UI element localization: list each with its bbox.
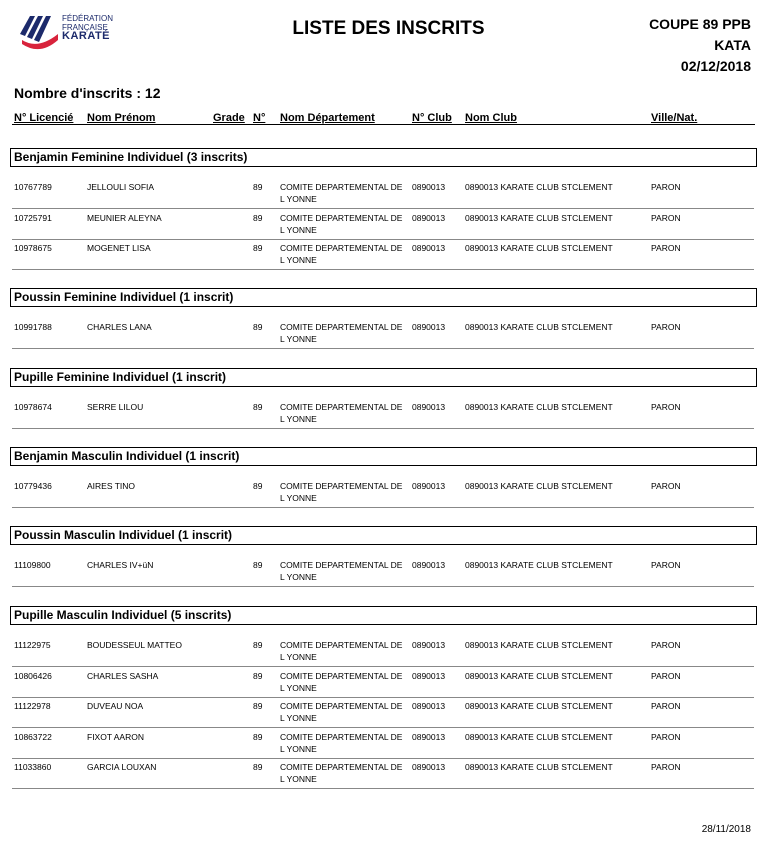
club-number: 0890013 — [412, 212, 446, 223]
licence-number: 10767789 — [14, 182, 52, 192]
licence-number: 10779436 — [14, 481, 52, 491]
city: PARON — [651, 640, 681, 650]
licence-number: 11033860 — [14, 762, 52, 773]
club-number: 0890013 — [412, 182, 446, 192]
department-name: COMITE DEPARTEMENTAL DE — [280, 212, 403, 223]
department-name: COMITE DEPARTEMENTAL DE — [280, 731, 403, 742]
department-name: COMITE DEPARTEMENTAL DE — [280, 243, 403, 254]
table-row — [12, 729, 754, 759]
department-number: 89 — [253, 560, 263, 570]
table-row — [12, 240, 754, 270]
department-number: 89 — [253, 182, 263, 192]
department-name: COMITE DEPARTEMENTAL DE — [280, 322, 403, 332]
club-number: 0890013 — [412, 731, 446, 742]
athlete-name: GARCIA LOUXAN — [87, 762, 157, 773]
club-name: 0890013 KARATE CLUB STCLEMENT — [465, 670, 613, 681]
department-number: 89 — [253, 701, 263, 712]
row-divider — [12, 507, 754, 508]
section-header: Poussin Feminine Individuel (1 inscrit) — [10, 288, 757, 307]
club-name: 0890013 KARATE CLUB STCLEMENT — [465, 402, 613, 412]
licence-number: 11109800 — [14, 560, 51, 570]
club-name: 0890013 KARATE CLUB STCLEMENT — [465, 560, 613, 570]
department-number: 89 — [253, 670, 263, 681]
table-row — [12, 759, 754, 789]
department-name-line2: L YONNE — [280, 713, 317, 724]
licence-number: 11122978 — [14, 701, 51, 712]
page-title: LISTE DES INSCRITS — [292, 18, 485, 39]
col-licence: N° Licencié — [14, 112, 74, 124]
athlete-name: SERRE LILOU — [87, 402, 144, 412]
athlete-name: MEUNIER ALEYNA — [87, 212, 162, 223]
table-row — [12, 399, 754, 429]
department-number: 89 — [253, 762, 263, 773]
table-row — [12, 668, 754, 698]
licence-number: 10863722 — [14, 731, 52, 742]
city: PARON — [651, 701, 681, 712]
org-line3: KARATÉ — [62, 30, 111, 42]
department-number: 89 — [253, 481, 263, 491]
col-number: N° — [253, 112, 266, 124]
department-name: COMITE DEPARTEMENTAL DE — [280, 402, 403, 412]
col-city: Ville/Nat. — [651, 112, 698, 124]
table-row — [12, 210, 754, 240]
row-divider — [12, 428, 754, 429]
city: PARON — [651, 243, 681, 254]
club-name: 0890013 KARATE CLUB STCLEMENT — [465, 322, 613, 332]
athlete-name: DUVEAU NOA — [87, 701, 144, 712]
licence-number: 11122975 — [14, 640, 51, 650]
department-name-line2: L YONNE — [280, 572, 317, 582]
athlete-name: MOGENET LISA — [87, 243, 151, 254]
department-number: 89 — [253, 640, 263, 650]
department-name-line2: L YONNE — [280, 493, 317, 503]
table-row — [12, 637, 754, 667]
department-number: 89 — [253, 322, 263, 332]
department-name: COMITE DEPARTEMENTAL DE — [280, 560, 403, 570]
department-number: 89 — [253, 243, 263, 254]
table-row — [12, 478, 754, 508]
section-header: Pupille Masculin Individuel (5 inscrits) — [10, 606, 757, 625]
department-name-line2: L YONNE — [280, 224, 317, 235]
col-name: Nom Prénom — [87, 112, 156, 124]
department-number: 89 — [253, 402, 263, 412]
department-name-line2: L YONNE — [280, 255, 317, 266]
row-divider — [12, 586, 754, 587]
city: PARON — [651, 560, 681, 570]
athlete-name: CHARLES LANA — [87, 322, 152, 332]
club-name: 0890013 KARATE CLUB STCLEMENT — [465, 212, 613, 223]
athlete-name: JELLOULI SOFIA — [87, 182, 155, 192]
department-name-line2: L YONNE — [280, 652, 317, 662]
department-name: COMITE DEPARTEMENTAL DE — [280, 481, 403, 491]
athlete-name: AIRES TINO — [87, 481, 136, 491]
city: PARON — [651, 481, 681, 491]
licence-number: 10991788 — [14, 322, 52, 332]
row-divider — [12, 269, 754, 270]
licence-number: 10978674 — [14, 402, 52, 412]
event-date: 02/12/2018 — [680, 58, 751, 74]
registrant-count: Nombre d'inscrits : 12 — [14, 85, 161, 101]
city: PARON — [651, 322, 681, 332]
licence-number: 10725791 — [14, 212, 52, 223]
department-name: COMITE DEPARTEMENTAL DE — [280, 670, 403, 681]
club-name: 0890013 KARATE CLUB STCLEMENT — [465, 243, 613, 254]
department-name-line2: L YONNE — [280, 682, 317, 693]
department-name-line2: L YONNE — [280, 194, 317, 204]
org-line2: FRANÇAISE — [62, 23, 108, 32]
licence-number: 10978675 — [14, 243, 52, 254]
department-name-line2: L YONNE — [280, 743, 317, 754]
city: PARON — [651, 212, 681, 223]
section-header: Benjamin Feminine Individuel (3 inscrits) — [10, 148, 757, 167]
club-number: 0890013 — [412, 243, 446, 254]
club-number: 0890013 — [412, 640, 446, 650]
print-date: 28/11/2018 — [701, 824, 751, 835]
city: PARON — [651, 670, 681, 681]
athlete-name: FIXOT AARON — [87, 731, 144, 742]
club-number: 0890013 — [412, 762, 446, 773]
club-number: 0890013 — [412, 481, 446, 491]
department-name: COMITE DEPARTEMENTAL DE — [280, 640, 403, 650]
licence-number: 10806426 — [14, 670, 52, 681]
section-header: Poussin Masculin Individuel (1 inscrit) — [10, 526, 757, 545]
club-name: 0890013 KARATE CLUB STCLEMENT — [465, 762, 613, 773]
club-number: 0890013 — [412, 560, 446, 570]
athlete-name: CHARLES IV+üN — [87, 560, 154, 570]
athlete-name: BOUDESSEUL MATTEO — [87, 640, 182, 650]
city: PARON — [651, 182, 681, 192]
department-name-line2: L YONNE — [280, 774, 317, 785]
department-name-line2: L YONNE — [280, 414, 317, 424]
event-info — [649, 14, 751, 77]
col-club-name: Nom Club — [465, 112, 517, 124]
club-number: 0890013 — [412, 670, 446, 681]
table-row — [12, 179, 754, 209]
city: PARON — [651, 402, 681, 412]
club-name: 0890013 KARATE CLUB STCLEMENT — [465, 640, 613, 650]
club-number: 0890013 — [412, 402, 446, 412]
department-number: 89 — [253, 731, 263, 742]
col-department: Nom Département — [280, 112, 375, 124]
club-name: 0890013 KARATE CLUB STCLEMENT — [465, 701, 613, 712]
department-number: 89 — [253, 212, 263, 223]
department-name: COMITE DEPARTEMENTAL DE — [280, 182, 403, 192]
col-grade: Grade — [213, 112, 245, 124]
table-row — [12, 698, 754, 728]
section-header: Pupille Feminine Individuel (1 inscrit) — [10, 368, 757, 387]
department-name: COMITE DEPARTEMENTAL DE — [280, 701, 403, 712]
event-name: COUPE 89 PPB — [649, 16, 751, 32]
row-divider — [12, 348, 754, 349]
city: PARON — [651, 762, 681, 773]
club-name: 0890013 KARATE CLUB STCLEMENT — [465, 731, 613, 742]
table-row — [12, 319, 754, 349]
event-discipline: KATA — [714, 37, 751, 53]
row-divider — [12, 788, 754, 789]
section-header: Benjamin Masculin Individuel (1 inscrit) — [10, 447, 757, 466]
club-number: 0890013 — [412, 322, 446, 332]
department-name-line2: L YONNE — [280, 334, 317, 344]
table-row — [12, 557, 754, 587]
org-line1: FÉDÉRATION — [62, 14, 113, 23]
col-club-number: N° Club — [412, 112, 452, 124]
club-number: 0890013 — [412, 701, 446, 712]
header-rule — [12, 124, 755, 125]
club-name: 0890013 KARATE CLUB STCLEMENT — [465, 481, 613, 491]
club-name: 0890013 KARATE CLUB STCLEMENT — [465, 182, 613, 192]
city: PARON — [651, 731, 681, 742]
department-name: COMITE DEPARTEMENTAL DE — [280, 762, 403, 773]
athlete-name: CHARLES SASHA — [87, 670, 159, 681]
